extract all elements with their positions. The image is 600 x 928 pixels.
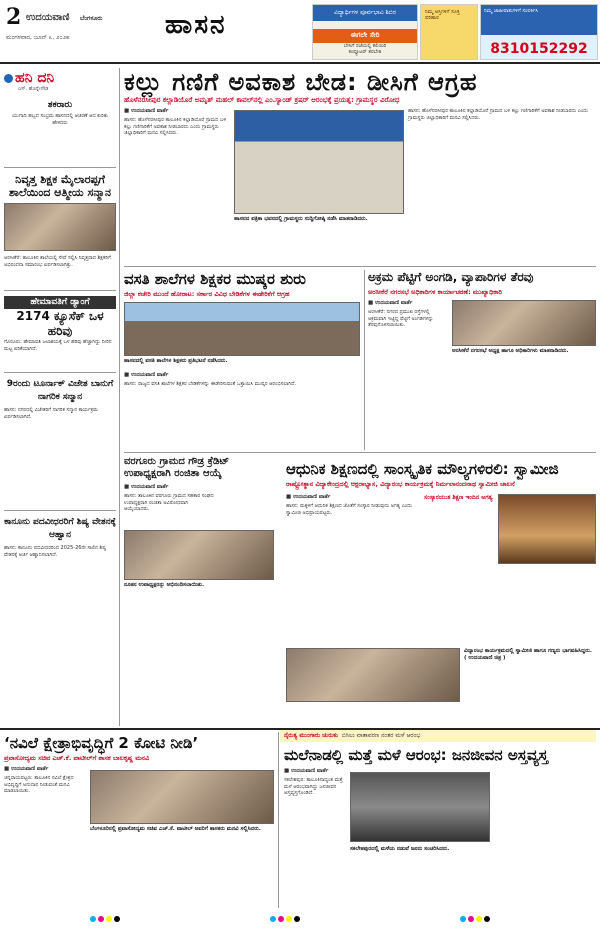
sidebar-text: ಯುಗಾದಿ ಹಬ್ಬದ ಸಂಭ್ರಮ ಹಾಸನದಲ್ಲಿ ಆಚರಣೆ ಆದ ಕುರಿತು ಹೇಳಿದರು	[11, 113, 109, 126]
lead-text-column	[124, 108, 230, 137]
advert-property-text: ನಿಮ್ಮ ಆಸ್ತಿಗಳಿಗೆ ಸೂಕ್ತ ಪರಿಹಾರ	[425, 9, 460, 21]
story-teacher-headline: ನಿವೃತ್ತ ಶಿಕ್ಷಕ ಮೈಲಾರಪ್ಪಗೆ ಶಾಲೆಯಿಂದ ಆತ್ಮೀಯ ಸನ್ಮಾನ	[9, 173, 111, 199]
page-number: 2	[6, 4, 22, 30]
hostel-text: ಹಾಸನ: ರಾಜ್ಯದ ವಸತಿ ಶಾಲೆಗಳ ಶಿಕ್ಷಕರ ಬೇಡಿಕೆಗಳನ್ನು ಈಡೇರಿಸುವಂತೆ ಒತ್ತಾಯಿಸಿ ಮುಷ್ಕರ ಆರಂಭಿಸಲಾಗಿದೆ.	[124, 381, 297, 387]
lead-reporter: ■ ಉದಯವಾಣಿ ವಾರ್ತೆ	[124, 108, 169, 114]
swamiji-reporter: ■ ಉದಯವಾಣಿ ವಾರ್ತೆ	[286, 494, 331, 500]
grant-photo	[90, 770, 274, 824]
left-column	[4, 70, 116, 558]
bank-caption: ನೂತನ ಉಪಾಧ್ಯಕ್ಷರನ್ನು ಅಭಿನಂದಿಸಲಾಯಿತು.	[124, 582, 205, 588]
swamiji-caption: ವಿದ್ಯಾರಂಭ ಕಾರ್ಯಕ್ರಮದಲ್ಲಿ ಸ್ವಾಮೀಜಿ ಹಾಗೂ ಗಣ್ಯರು ಭಾಗವಹಿಸಿದ್ದರು. ( ಉದಯವಾಣಿ ಚಿತ್ರ )	[464, 648, 592, 661]
bank-photo	[124, 530, 274, 580]
masthead	[0, 0, 600, 64]
column-byline: ಎಸ್. ಹೊನ್ನೇಗೌಡ	[18, 86, 49, 92]
rain-reporter: ■ ಉದಯವಾಣಿ ವಾರ್ತೆ	[284, 768, 329, 774]
registration-marks	[460, 916, 520, 924]
advert-contact[interactable]	[480, 4, 598, 60]
story-dam-figure: 2174 ಕ್ಯೂಸೆಕ್ ಒಳ ಹರಿವು	[16, 309, 104, 338]
lead-text-column-right	[408, 108, 596, 121]
swamiji-subhead: ರಾಷ್ಟ್ರೋತ್ಥಾನ ವಿದ್ಯಾಕೇಂದ್ರದಲ್ಲಿ ಆಕ್ಷರಾಭ್ಯಾಸ, ವಿದ್ಯಾರಂಭ ಕಾರ್ಯಕ್ರಮಕ್ಕೆ ನಿರ್ಮಲಾನಂದನಾಥ ಸ್ವಾಮೀಜಿ ಚಾಲನೆ	[286, 480, 515, 488]
advert-training-top: ವಿದ್ಯಾರ್ಥಿಗಳ ಪೂರ್ವಭಾವಿ ಶಿಬಿರ	[313, 5, 417, 21]
paper-name: ಉದಯವಾಣಿ	[26, 12, 70, 23]
lead-subhead: ಹೊಳೆನರಸೀಪುರ ಕಲ್ಲಾಡಿಯೊರೆ ಅಮೃತ್ ಮಹಲ್ ಕಾವಲ್‌ನಲ್ಲಿ ಎಂ.ಸ್ಯಾಂಡ್ ಕ್ರಷರ್ ಆರಂಭಕ್ಕೆ ಪ್ರಯತ್ನ: ಗ್ರಾಮಸ್ಥರ ವಿರೋಧ	[124, 96, 400, 104]
advert-property[interactable]	[420, 4, 478, 60]
rain-caption: ಸಕಲೇಶಪುರದಲ್ಲಿ ಮಳೆಯ ನಡುವೆ ಜನರು ಸಂಚರಿಸಿದರು.	[350, 846, 450, 852]
lead-caption: ಹಾಸನದ ಪತ್ರಿಕಾ ಭವನದಲ್ಲಿ ಗ್ರಾಮಸ್ಥರು ಸುದ್ದಿಗೋಷ್ಠಿ ನಡೆಸಿ ಮಾತನಾಡಿದರು.	[234, 216, 368, 222]
advert-training-line: ಕಂಪ್ಯೂಟರ್ ತರಬೇತಿ	[348, 49, 382, 55]
hostel-reporter: ■ ಉದಯವಾಣಿ ವಾರ್ತೆ	[124, 372, 169, 378]
registration-marks	[90, 916, 150, 924]
story-honour-text: ಹಾಸನ: ನಗರದಲ್ಲಿ ವಿಜೇತರಿಗೆ ನಾಗರಿಕ ಸನ್ಮಾನ ಕಾರ್ಯಕ್ರಮ ಏರ್ಪಡಿಸಲಾಗಿದೆ.	[4, 407, 98, 420]
grant-caption: ಬೆಂಗಳೂರಿನಲ್ಲಿ ಪ್ರವಾಸೋದ್ಯಮ ಸಚಿವ ಎಚ್.ಕೆ. ಪಾಟೀಲ್ ಅವರಿಗೆ ಶಾಸಕರು ಮನವಿ ಸಲ್ಲಿಸಿದರು.	[90, 826, 261, 832]
swamiji-event-photo	[286, 648, 460, 702]
grant-text-column	[4, 766, 84, 795]
swamiji-headline: ಆಧುನಿಕ ಶಿಕ್ಷಣದಲ್ಲಿ ಸಾಂಸ್ಕೃತಿಕ ಮೌಲ್ಯಗಳಿರಲಿ: ಸ್ವಾಮೀಜಿ	[286, 460, 559, 478]
shop-caption: ಅರಸೀಕೆರೆ ನಗರಸಭೆ ಅಧ್ಯಕ್ಷ ಹಾಗೂ ಅಧಿಕಾರಿಗಳು ಮಾತನಾಡಿದರು.	[452, 348, 569, 354]
swamiji-quote: ಸಂಸ್ಕಾರಯುತ ಶಿಕ್ಷಣ ಇಂದಿನ ಅಗತ್ಯ	[424, 494, 493, 501]
advert-training-highlight: ಈಗಲೇ ಸೇರಿ	[313, 29, 417, 43]
shop-photo	[452, 300, 596, 346]
lead-photo	[234, 110, 404, 214]
story-teacher-text: ಅರಸೀಕೆರೆ: ತಾಲೂಕಿನ ಶಾಲೆಯಲ್ಲಿ ಸೇವೆ ಸಲ್ಲಿಸಿ ನಿವೃತ್ತರಾದ ಶಿಕ್ಷಕರಿಗೆ ಅಭಿನಂದನಾ ಸಮಾರಂಭ ಏರ್ಪಡಿಸಲಾಗಿತ್ತು.	[4, 255, 111, 268]
grant-reporter: ■ ಉದಯವಾಣಿ ವಾರ್ತೆ	[4, 766, 49, 772]
swamiji-text-column	[286, 494, 416, 516]
sidebar-title: ತಕರಾರು	[47, 100, 73, 110]
story-dam-headline: ಹೇಮಾವತಿಗೆ ಡ್ಯಾಂಗೆ	[4, 296, 116, 309]
story-dam-text: ಗೊರೂರು: ಹೇಮಾವತಿ ಜಲಾಶಯಕ್ಕೆ ಒಳ ಹರಿವು ಹೆಚ್ಚಾಗಿದ್ದು ನೀರಿನ ಮಟ್ಟ ಏರಿಕೆಯಾಗಿದೆ.	[4, 339, 112, 352]
swamiji-text: ಹಾಸನ: ಮಕ್ಕಳಿಗೆ ಆಧುನಿಕ ಶಿಕ್ಷಣದ ಜೊತೆಗೆ ಸಂಸ್ಕಾರ ನೀಡುವುದು ಅಗತ್ಯ ಎಂದು ಸ್ವಾಮೀಜಿ ಅಭಿಪ್ರಾಯಪಟ್ಟರು.	[286, 503, 412, 516]
lead-text-continued: ಹಾಸನ: ಹೊಳೆನರಸೀಪುರ ತಾಲೂಕಿನ ಕಲ್ಲಾಡಿಯೊರೆ ಗ್ರಾಮದ ಬಳಿ ಕಲ್ಲು ಗಣಿಗಾರಿಕೆಗೆ ಅವಕಾಶ ನೀಡಬಾರದು ಎಂದು ಗ್ರಾಮಸ್ಥರು ಜಿಲ್ಲಾಧಿಕಾರಿಗೆ ಮನವಿ ಸಲ್ಲಿಸಿದರು.	[408, 108, 588, 121]
shop-headline: ಅಕ್ರಮ ಪೆಟ್ಟಿಗೆ ಅಂಗಡಿ, ವ್ಯಾಪಾರಿಗಳ ತೆರವು	[368, 270, 534, 284]
hostel-caption: ಹಾಸನದಲ್ಲಿ ವಸತಿ ಶಾಲೆಗಳ ಶಿಕ್ಷಕರು ಪ್ರತಿಭಟನೆ ನಡೆಸಿದರು.	[124, 358, 228, 364]
date-line: ಮಂಗಳವಾರ, ಜೂನ್ ೩, ೨೦೨೫	[6, 34, 70, 41]
grant-subhead: ಪ್ರವಾಸೋದ್ಯಮ ಸಚಿವ ಎಚ್.ಕೆ. ಪಾಟೀಲ್‌ಗೆ ಶಾಸಕ ಬಾಲಕೃಷ್ಣ ಮನವಿ	[4, 754, 150, 762]
story-law-headline: ಕಾನೂನು ಪದವೀಧರರಿಗೆ ಶಿಷ್ಯ ವೇತನಕ್ಕೆ ಆಹ್ವಾನ	[4, 517, 116, 540]
edition-title: ಹಾಸನ	[165, 10, 227, 40]
advert-training-line: ಬೇಸಿಗೆ ರಜೆಯಲ್ಲಿ ಕಲಿಯಿರಿ	[343, 43, 387, 49]
rain-strip-text: ಬಿಸಿಲು ವಾತಾವರಣ ನಂತರ ಮಳೆ ಆರಂಭ	[341, 732, 421, 739]
city-name: ಬೆಂಗಳೂರು	[80, 15, 103, 22]
grant-headline: ‘ನವಿಲೆ ಕ್ಷೇತ್ರಾಭಿವೃದ್ಧಿಗೆ 2 ಕೋಟಿ ನೀಡಿ’	[4, 734, 199, 752]
advert-training[interactable]	[312, 4, 418, 60]
rain-text: ಸಕಲೇಶಪುರ: ತಾಲೂಕಿನಾದ್ಯಂತ ಮತ್ತೆ ಮಳೆ ಆರಂಭವಾಗಿದ್ದು ಜನಜೀವನ ಅಸ್ತವ್ಯಸ್ತಗೊಂಡಿದೆ.	[284, 777, 343, 796]
shop-text-column	[368, 300, 448, 329]
rain-text-column	[284, 768, 344, 797]
bank-text: ಹಾಸನ: ತಾಲೂಕಿನ ವರಗೂರು ಗ್ರಾಮದ ಸಹಕಾರ ಸಂಘದ ಉಪಾಧ್ಯಕ್ಷರಾಗಿ ರಂಜಿತಾ ಅವಿರೋಧವಾಗಿ ಆಯ್ಕೆಯಾದರು.	[124, 493, 214, 512]
story-law-text: ಹಾಸನ: ಕಾನೂನು ಪದವೀಧರರಿಂದ 2025-26ನೇ ಸಾಲಿನ ಶಿಷ್ಯ ವೇತನಕ್ಕೆ ಅರ್ಜಿ ಆಹ್ವಾನಿಸಲಾಗಿದೆ.	[4, 545, 107, 558]
rain-strip-label: ನೈರುತ್ಯ ಮುಂಗಾರು ಚುರುಕು	[284, 732, 338, 739]
lead-headline: ಕಲ್ಲು ಗಣಿಗೆ ಅವಕಾಶ ಬೇಡ: ಡೀಸಿಗೆ ಆಗ್ರಹ	[124, 68, 478, 96]
grant-text: ಚನ್ನರಾಯಪಟ್ಟಣ: ತಾಲೂಕಿನ ನವಿಲೆ ಕ್ಷೇತ್ರದ ಅಭಿವೃದ್ಧಿಗೆ ಅನುದಾನ ನೀಡುವಂತೆ ಮನವಿ ಮಾಡಲಾಯಿತು.	[4, 775, 74, 794]
lead-text: ಹಾಸನ: ಹೊಳೆನರಸೀಪುರ ತಾಲೂಕಿನ ಕಲ್ಲಾಡಿಯೊರೆ ಗ್ರಾಮದ ಬಳಿ ಕಲ್ಲು ಗಣಿಗಾರಿಕೆಗೆ ಅವಕಾಶ ನೀಡಬಾರದು ಎಂದು ಗ್ರಾಮಸ್ಥರು ಜಿಲ್ಲಾಧಿಕಾರಿಗೆ ಮನವಿ ಸಲ್ಲಿಸಿದರು.	[124, 117, 227, 136]
story-honour-headline: 9ರಂದು ಟೂರ್ನಾಕ್ ವಿಜೇತ ಬಾನುಗೆ ನಾಗರಿಕ ಸನ್ಮಾನ	[6, 379, 114, 402]
rain-photo	[350, 772, 490, 842]
story-teacher-photo	[4, 203, 116, 251]
hostel-subhead: ಜಿಲ್ಲಾ ಕಚೇರಿ ಮುಂದೆ ಹೋರಾಟ: ಸರ್ಕಾರ ವಿವಿಧ ಬೇಡಿಕೆಗಳ ಈಡೇರಿಕೆಗೆ ಆಗ್ರಹ	[124, 290, 290, 298]
shop-reporter: ■ ಉದಯವಾಣಿ ವಾರ್ತೆ	[368, 300, 413, 306]
registration-marks	[270, 916, 330, 924]
column-logo: ಹನಿ ದನಿ	[4, 70, 116, 86]
rain-headline: ಮಲೆನಾಡಲ್ಲಿ ಮತ್ತೆ ಮಳೆ ಆರಂಭ: ಜನಜೀವನ ಅಸ್ತವ್ಯಸ್ತ	[284, 746, 548, 764]
swamiji-photo	[498, 494, 596, 564]
hostel-text-column	[124, 372, 360, 388]
bank-reporter: ■ ಉದಯವಾಣಿ ವಾರ್ತೆ	[124, 484, 169, 490]
hostel-headline: ವಸತಿ ಶಾಲೆಗಳ ಶಿಕ್ಷಕರ ಮುಷ್ಕರ ಶುರು	[124, 270, 306, 288]
rain-strip	[280, 730, 596, 742]
bank-text-column	[124, 484, 214, 513]
shop-subhead: ಅರಸೀಕೆರೆ ನಗರಸಭೆ ಅಧಿಕಾರಿಗಳ ಕಾರ್ಯಾಚರಣೆ: ಮುಖ್ಯಾಧಿಕಾರಿ	[368, 288, 502, 296]
hostel-photo	[124, 302, 360, 356]
advert-phone-number: 8310152292	[490, 41, 588, 57]
logo-dot-icon	[4, 74, 13, 83]
bank-headline: ವರಗೂರು ಗ್ರಾಮದ ಗೌಡ್ರ ಕ್ರೆಡಿಟ್ ಉಪಾಧ್ಯಕ್ಷರಾಗಿ ರಂಜಿತಾ ಆಯ್ಕೆ	[124, 456, 230, 479]
shop-text: ಅರಸೀಕೆರೆ: ನಗರದ ಪ್ರಮುಖ ರಸ್ತೆಗಳಲ್ಲಿ ಅಕ್ರಮವಾಗಿ ಇಟ್ಟಿದ್ದ ಪೆಟ್ಟಿಗೆ ಅಂಗಡಿಗಳನ್ನು ತೆರವುಗೊಳಿಸಲಾಯಿತು.	[368, 309, 434, 328]
advert-contact-text: ನಿಮ್ಮ ಜಾಹೀರಾತುಗಳಿಗೆ ಸಂಪರ್ಕಿಸಿ	[481, 5, 597, 35]
